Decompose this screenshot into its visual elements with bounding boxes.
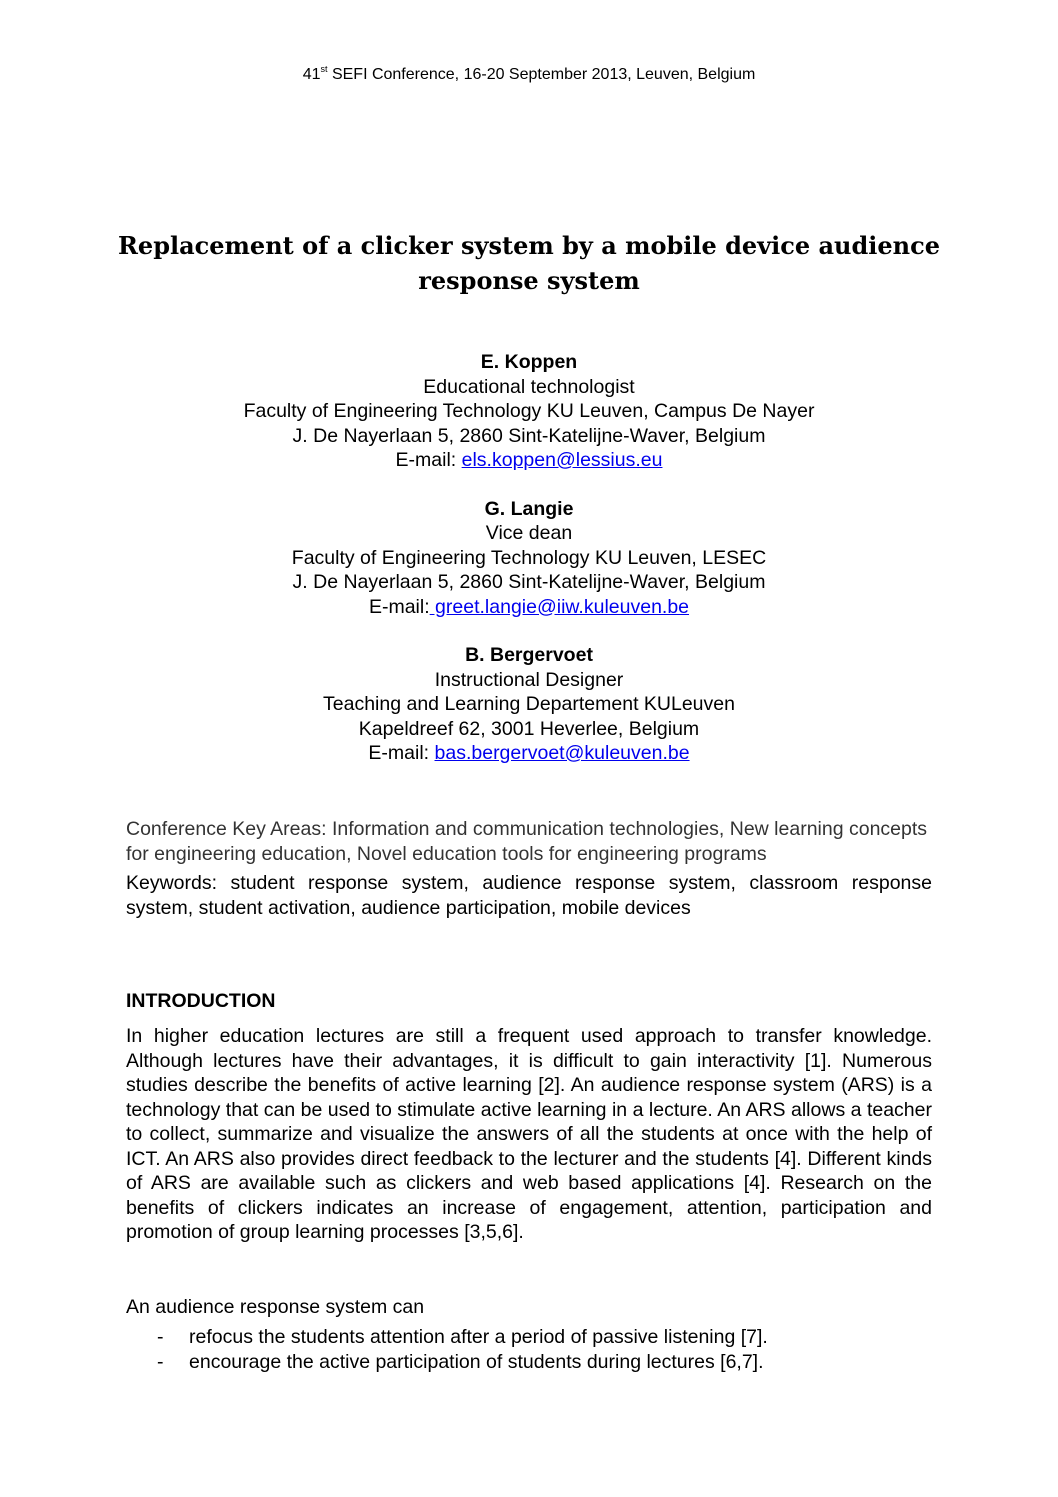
author-name: B. Bergervoet [465,644,593,666]
email-link[interactable]: greet.langie@iiw.kuleuven.be [429,595,690,618]
author-email-line [0,595,1058,620]
list-lead-text: An audience response system can [126,1296,425,1318]
header-ordinal: 41 [302,66,321,83]
header-ordinal-suffix: st [320,64,328,74]
email-label: E-mail: [368,595,430,618]
paper-title: Replacement of a clicker system by a mobile device audience response system [117,231,940,295]
bullet-marker: - [157,1326,164,1348]
header-text: SEFI Conference, 16-20 September 2013, Leuven, Belgium [327,66,756,83]
keywords: Keywords: student response system, audience response system, classroom response system, student activation, audience participation, mobile devices [126,872,932,919]
author-email-line [0,741,1058,766]
author-affiliation: Teaching and Learning Departement KULeuven [323,693,735,715]
list-item [126,1350,932,1375]
list-item-text: refocus the students attention after a period of passive listening [7]. [189,1326,768,1348]
author-address: J. De Nayerlaan 5, 2860 Sint-Katelijne-Waver, Belgium [292,424,766,447]
section-heading-introduction: INTRODUCTION [126,990,276,1012]
email-link[interactable]: els.koppen@lessius.eu [461,449,663,471]
email-link[interactable]: bas.bergervoet@kuleuven.be [434,742,690,764]
author-name: G. Langie [484,497,574,520]
author-address: Kapeldreef 62, 3001 Heverlee, Belgium [358,717,700,740]
bullet-list [126,1325,932,1374]
author-list [0,350,1058,790]
author-role: Educational technologist [423,375,635,398]
author-affiliation: Faculty of Engineering Technology KU Leuven, LESEC [291,546,767,569]
running-header [0,64,1058,84]
author-block [0,497,1058,620]
author-address: J. De Nayerlaan 5, 2860 Sint-Katelijne-Waver, Belgium [292,571,766,593]
author-affiliation: Faculty of Engineering Technology KU Leuven, Campus De Nayer [243,400,815,422]
author-name: E. Koppen [480,351,578,373]
conference-key-areas: Conference Key Areas: Information and communication technologies, New learning concepts for engineering education, Novel education tools for engineering programs [126,818,928,865]
email-label: E-mail: [395,449,462,471]
email-label: E-mail: [368,742,435,764]
author-block [0,350,1058,473]
introduction-paragraph: In higher education lectures are still a frequent used approach to transfer knowledge. Although lectures have their advantages, it is difficult to gain interactivity [1]. Numerous studies describe the benefits of active learning [2]. An audience response system (ARS) is a technology that can be used to stimulate active learning in a lecture. An ARS allows a teacher to collect, summarize and visualize the answers of all the students at once with the help of ICT. An ARS also provides direct feedback to the lecturer and the students [4]. Different kinds of ARS are available such as clickers and web based applications [4]. Research on the benefits of clickers indicates an increase of engagement, attention, participation and promotion of group learning processes [3,5,6]. [126,1025,932,1243]
author-email-line [0,448,1058,473]
author-role: Instructional Designer [434,668,624,691]
list-item-text: encourage the active participation of students during lectures [6,7]. [189,1350,764,1373]
bullet-marker: - [157,1350,164,1373]
author-role: Vice dean [485,522,573,544]
author-block [0,643,1058,766]
list-item [126,1325,932,1350]
